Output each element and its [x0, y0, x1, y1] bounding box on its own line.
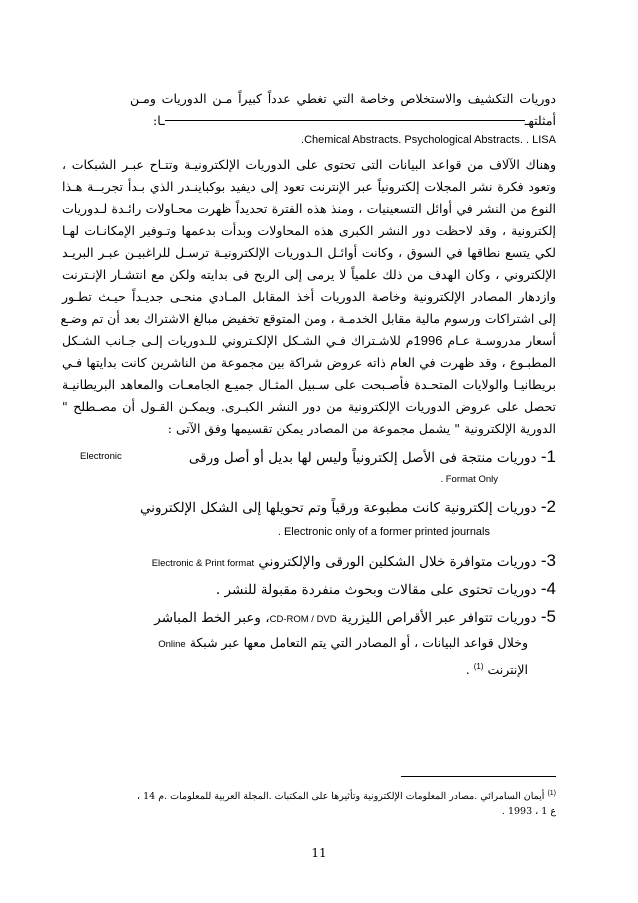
list-item-4: [62, 578, 556, 601]
paragraph-line-9-end: م للاشـتراك فـي الشـكل الإلكـتروني للـدوريات إلـى جـانب الشـكل: [62, 333, 414, 348]
list-item-5-line3: [62, 656, 528, 681]
body-line-2-end: ـا:: [153, 113, 165, 128]
paragraph-line-10: المطبـوع ، وقد ظهرت في العام ذاته عروض شراكة بين مجموعة من الناشرين كانت بدايتها فـي: [62, 355, 556, 370]
body-line-3-latin: .Chemical Abstracts. Psychological Abstracts. . LISA: [301, 134, 556, 146]
list-item-3-latin: Electronic & Print format: [151, 558, 255, 569]
footnote-text-1: أيمان السامرائي .مصادر المعلومات الإلكترونية وتأثيرها على المكتبات .المجلة العربية للمعلومات .م 14 ،: [137, 791, 545, 803]
list-item-5-line2-text: وخلال قواعد البيانات ، أو المصادر التي يتم التعامل معها عبر شبكة: [189, 635, 528, 650]
list-item-5-line3-text: الإنترنت: [483, 662, 528, 678]
list-item-5-text2: ، وعبر الخط المباشر: [154, 610, 270, 626]
paragraph-line-6: الإلكتروني ، وكان الهدف من ذلك علمياً لا يرمى إلى الربح فى بدايته ولكن مع انتشـار الإنـترنت: [62, 267, 556, 282]
body-line-2: [130, 112, 556, 130]
list-item-2-number: 2-: [540, 497, 556, 516]
list-item-2-cont: . Electronic only of a former printed journals: [277, 526, 490, 538]
list-item-5-latin2: Online: [158, 639, 186, 650]
list-item-1-latin: Electronic: [80, 451, 122, 462]
paragraph-line-1: وهناك الآلاف من قواعد البيانات التى تحتوى على الدوريات الإلكترونيـة وتتـاح عبـر الشبكات ،: [62, 157, 556, 172]
paragraph-line-3: النوع من النشر في أوائل التسعينيات ، ومنذ هذه الفترة تحديداً ظهرت محـاولات رائـدة لـدوريات: [62, 201, 556, 216]
paragraph-line-13: الدورية الإلكترونية " يشمل مجموعة من المصادر يمكن تقسيمها وفق الآتى :: [167, 421, 556, 436]
list-item-4-number: 4-: [540, 579, 556, 598]
list-item-1: [62, 446, 556, 469]
list-item-2: [62, 496, 556, 519]
page-number: 11: [311, 846, 327, 860]
footnote-separator: [401, 776, 556, 777]
list-item-3-text: دوريات متوافرة خلال الشكلين الورقى والإلكتروني: [258, 554, 537, 570]
paragraph-line-5: لكي يتسع نطاقها في السوق ، وكانت أوائـل الـدوريات الإلكترونيـة ترسـل للراغبيـن عبـر البريـد: [62, 245, 556, 260]
list-item-1-text: دوريات منتجة فى الأصل إلكترونياً وليس لها بديل أو أصل ورقى: [188, 450, 537, 466]
list-item-1-cont: . Format Only: [440, 474, 498, 485]
list-item-5-text: دوريات تتوافر عبر الأقراص الليزرية: [336, 610, 537, 626]
paragraph-line-9: [62, 332, 556, 350]
paragraph-line-12: تحصل على عروض الدوريات الإلكترونية من دور النشر الكبـرى. ويمكـن القـول أن مصـطلح ": [62, 399, 556, 414]
list-item-4-text: دوريات تحتوى على مقالات وبحوث منفردة مقبولة للنشر .: [215, 582, 537, 598]
paragraph-line-8: إلى اشتراكات ورسوم مالية مقابل الخدمـة ، ومن المتوقع تخفيض مبالغ الاشتراك بعد أن تم وضـع: [60, 311, 556, 326]
list-item-5-number: 5-: [540, 607, 556, 626]
list-item-5-line2: [62, 632, 528, 656]
year-1996: 1996: [413, 333, 443, 348]
list-item-1-number: 1-: [540, 447, 556, 466]
footnote-reference: (1): [473, 662, 484, 671]
body-line-2-word: أمثلتهـ: [524, 113, 556, 128]
paragraph-line-4: إلكترونية ، وقد لاحظت دور النشر الكبرى هذه المحاولات وبدأت بدعمها وتـوفير الإمكانـات لهـا: [62, 223, 556, 238]
paragraph-line-9-start: أسعار مدروسـة عـام: [442, 333, 556, 348]
footnote-marker: (1): [547, 790, 556, 797]
body-line-2-rule: [165, 120, 525, 121]
list-item-5-line3-end: .: [465, 662, 474, 678]
footnote-line-2: ع 1 ، 1993 .: [501, 806, 556, 817]
list-item-5-latin: CD-ROM / DVD: [269, 614, 337, 625]
list-item-2-text: دوريات إلكترونية كانت مطبوعة ورقياً وتم تحويلها إلى الشكل الإلكتروني: [139, 500, 537, 516]
paragraph-line-2: وتعود فكرة نشر المجلات إلكترونياً عبر الإنترنت تعود إلى ديفيد بوكباينـدر الذي بـدأ تجربــة هـذا: [62, 179, 556, 194]
body-line-1: دوريات التكشيف والاستخلاص وخاصة التي تغطي عدداً كبيراً مـن الدوريات ومـن: [130, 91, 556, 106]
list-item-3-number: 3-: [540, 551, 556, 570]
list-item-3: [62, 550, 556, 575]
list-item-5: [62, 606, 556, 631]
paragraph-line-7: وازدهار المصادر الإلكترونية وخاصة الدوريات أخذ المقابل المـادي منحـى جديـداً حيـث تطـور: [62, 289, 556, 304]
paragraph-line-11: بريطانيـا والولايات المتحـدة فأصـبحت على سـبيل المثـال جميـع الجامعـات والمعاهد البريطانيـة: [62, 377, 556, 392]
footnote-line-1: [137, 790, 556, 802]
